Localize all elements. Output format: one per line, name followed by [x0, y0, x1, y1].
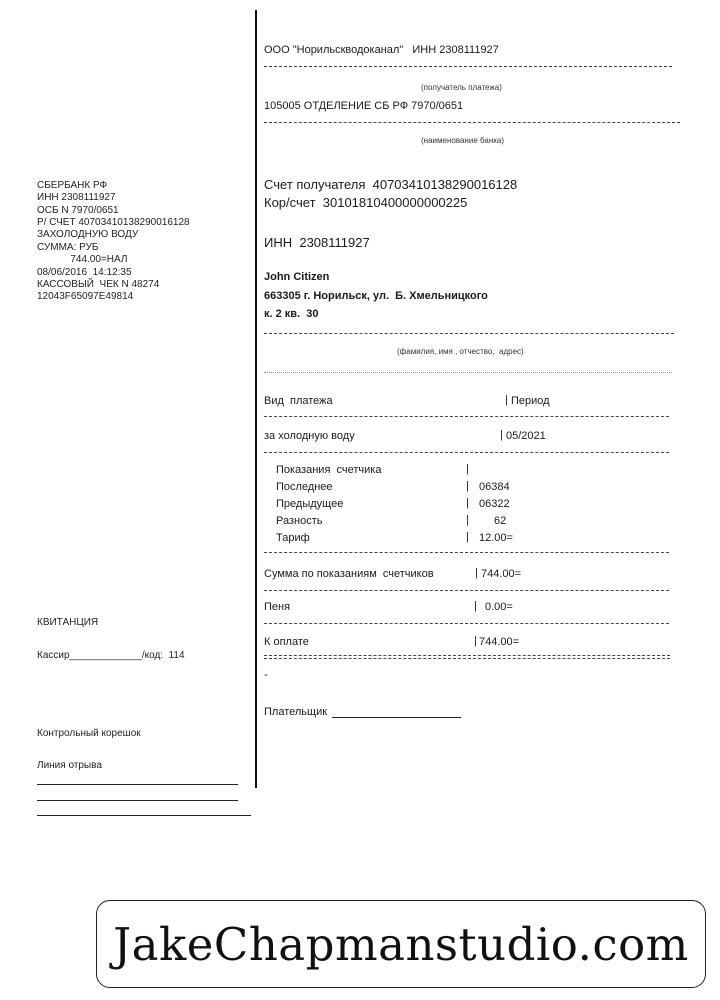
penalty-label: Пеня	[264, 601, 291, 613]
stub-line-code: 12043F65097E49814	[37, 291, 134, 302]
meter-header-separator: |	[466, 463, 469, 475]
stub-line-check: КАССОВЫЙ ЧЕК N 48274	[37, 279, 160, 290]
meter-last-label: Последнее	[276, 481, 333, 493]
tear-line-label: Линия отрыва	[37, 760, 102, 771]
payment-type-header: Вид платежа	[264, 395, 333, 407]
tear-line-3	[37, 815, 251, 816]
stub-line-osb: ОСБ N 7970/0651	[37, 205, 119, 216]
payer-signature-label: Плательщик	[264, 706, 328, 718]
payer-caption: (фамилия, имя , отчество, адрес)	[397, 347, 524, 356]
to-pay-separator: |	[474, 635, 477, 647]
meter-diff-label: Разность	[276, 515, 323, 527]
meter-prev-label: Предыдущее	[276, 498, 344, 510]
sum-separator: |	[475, 567, 478, 579]
tariff-value: 12.00=	[479, 532, 513, 544]
to-pay-label: К оплате	[264, 636, 309, 648]
payer-address-2: к. 2 кв. 30	[264, 308, 319, 320]
stub-line-sum-value: 744.00=НАЛ	[37, 254, 128, 265]
cashier-line: Кассир_____________/код: 114	[37, 650, 185, 661]
tariff-label: Тариф	[276, 532, 310, 544]
meter-prev-separator: |	[466, 497, 469, 509]
stub-line-account: Р/ СЧЕТ 40703410138290016128	[37, 217, 190, 228]
bank-underline	[264, 122, 680, 123]
sum-underline	[264, 590, 669, 591]
payer-dotted-line	[264, 372, 672, 373]
tariff-separator: |	[466, 531, 469, 543]
meter-diff-separator: |	[466, 514, 469, 526]
meter-last-separator: |	[466, 480, 469, 492]
recipient-line: ООО "Норильскводоканал" ИНН 2308111927	[264, 44, 499, 56]
watermark-text: JakeChapmanstudio.com	[113, 917, 689, 971]
to-pay-underline-2	[264, 658, 670, 659]
payer-signature-line	[332, 717, 461, 718]
period-value: 05/2021	[506, 430, 546, 442]
recipient-underline	[264, 66, 672, 67]
period-header: Период	[511, 395, 550, 407]
penalty-value: 0.00=	[485, 601, 513, 613]
tear-line-1	[37, 784, 238, 785]
meter-underline	[264, 552, 669, 553]
bank-line: 105005 ОТДЕЛЕНИЕ СБ РФ 7970/0651	[264, 100, 464, 112]
payment-type-value: за холодную воду	[264, 430, 355, 442]
account-line: Счет получателя 40703410138290016128	[264, 177, 518, 192]
header-underline	[264, 416, 669, 417]
payer-name: John Citizen	[264, 271, 330, 283]
to-pay-underline-1	[264, 655, 670, 656]
recipient-caption: (получатель платежа)	[421, 83, 502, 92]
meter-header: Показания счетчика	[276, 464, 382, 476]
stub-line-sum-label: СУММА: РУБ	[37, 242, 99, 253]
stub-line-datetime: 08/06/2016 14:12:35	[37, 267, 132, 278]
sum-value: 744.00=	[481, 568, 522, 580]
period-value-separator: |	[500, 429, 503, 441]
meter-last-value: 06384	[479, 481, 510, 493]
tear-line-2	[37, 800, 238, 801]
stub-line-bank: СБЕРБАНК РФ	[37, 180, 108, 191]
sum-label: Сумма по показаниям счетчиков	[264, 568, 434, 580]
payer-address-1: 663305 г. Норильск, ул. Б. Хмельницкого	[264, 290, 488, 302]
receipt-title: КВИТАНЦИЯ	[37, 617, 99, 628]
to-pay-value: 744.00=	[479, 636, 520, 648]
payer-underline	[264, 333, 674, 334]
meter-diff-value: 62	[494, 515, 507, 527]
corr-account-line: Кор/счет 30101810400000000225	[264, 195, 468, 210]
stub-line-inn: ИНН 2308111927	[37, 192, 116, 203]
dash-mark: -	[264, 669, 268, 681]
inn-line: ИНН 2308111927	[264, 235, 370, 250]
meter-prev-value: 06322	[479, 498, 510, 510]
penalty-separator: |	[474, 600, 477, 612]
divider-line	[255, 10, 257, 788]
period-separator: |	[505, 394, 508, 406]
penalty-underline	[264, 623, 669, 624]
type-underline	[264, 452, 669, 453]
stub-line-purpose: ЗАХОЛОДНУЮ ВОДУ	[37, 229, 139, 240]
watermark-box	[96, 900, 706, 988]
control-stub-label: Контрольный корешок	[37, 728, 141, 739]
bank-caption: (наименование банка)	[421, 136, 505, 145]
